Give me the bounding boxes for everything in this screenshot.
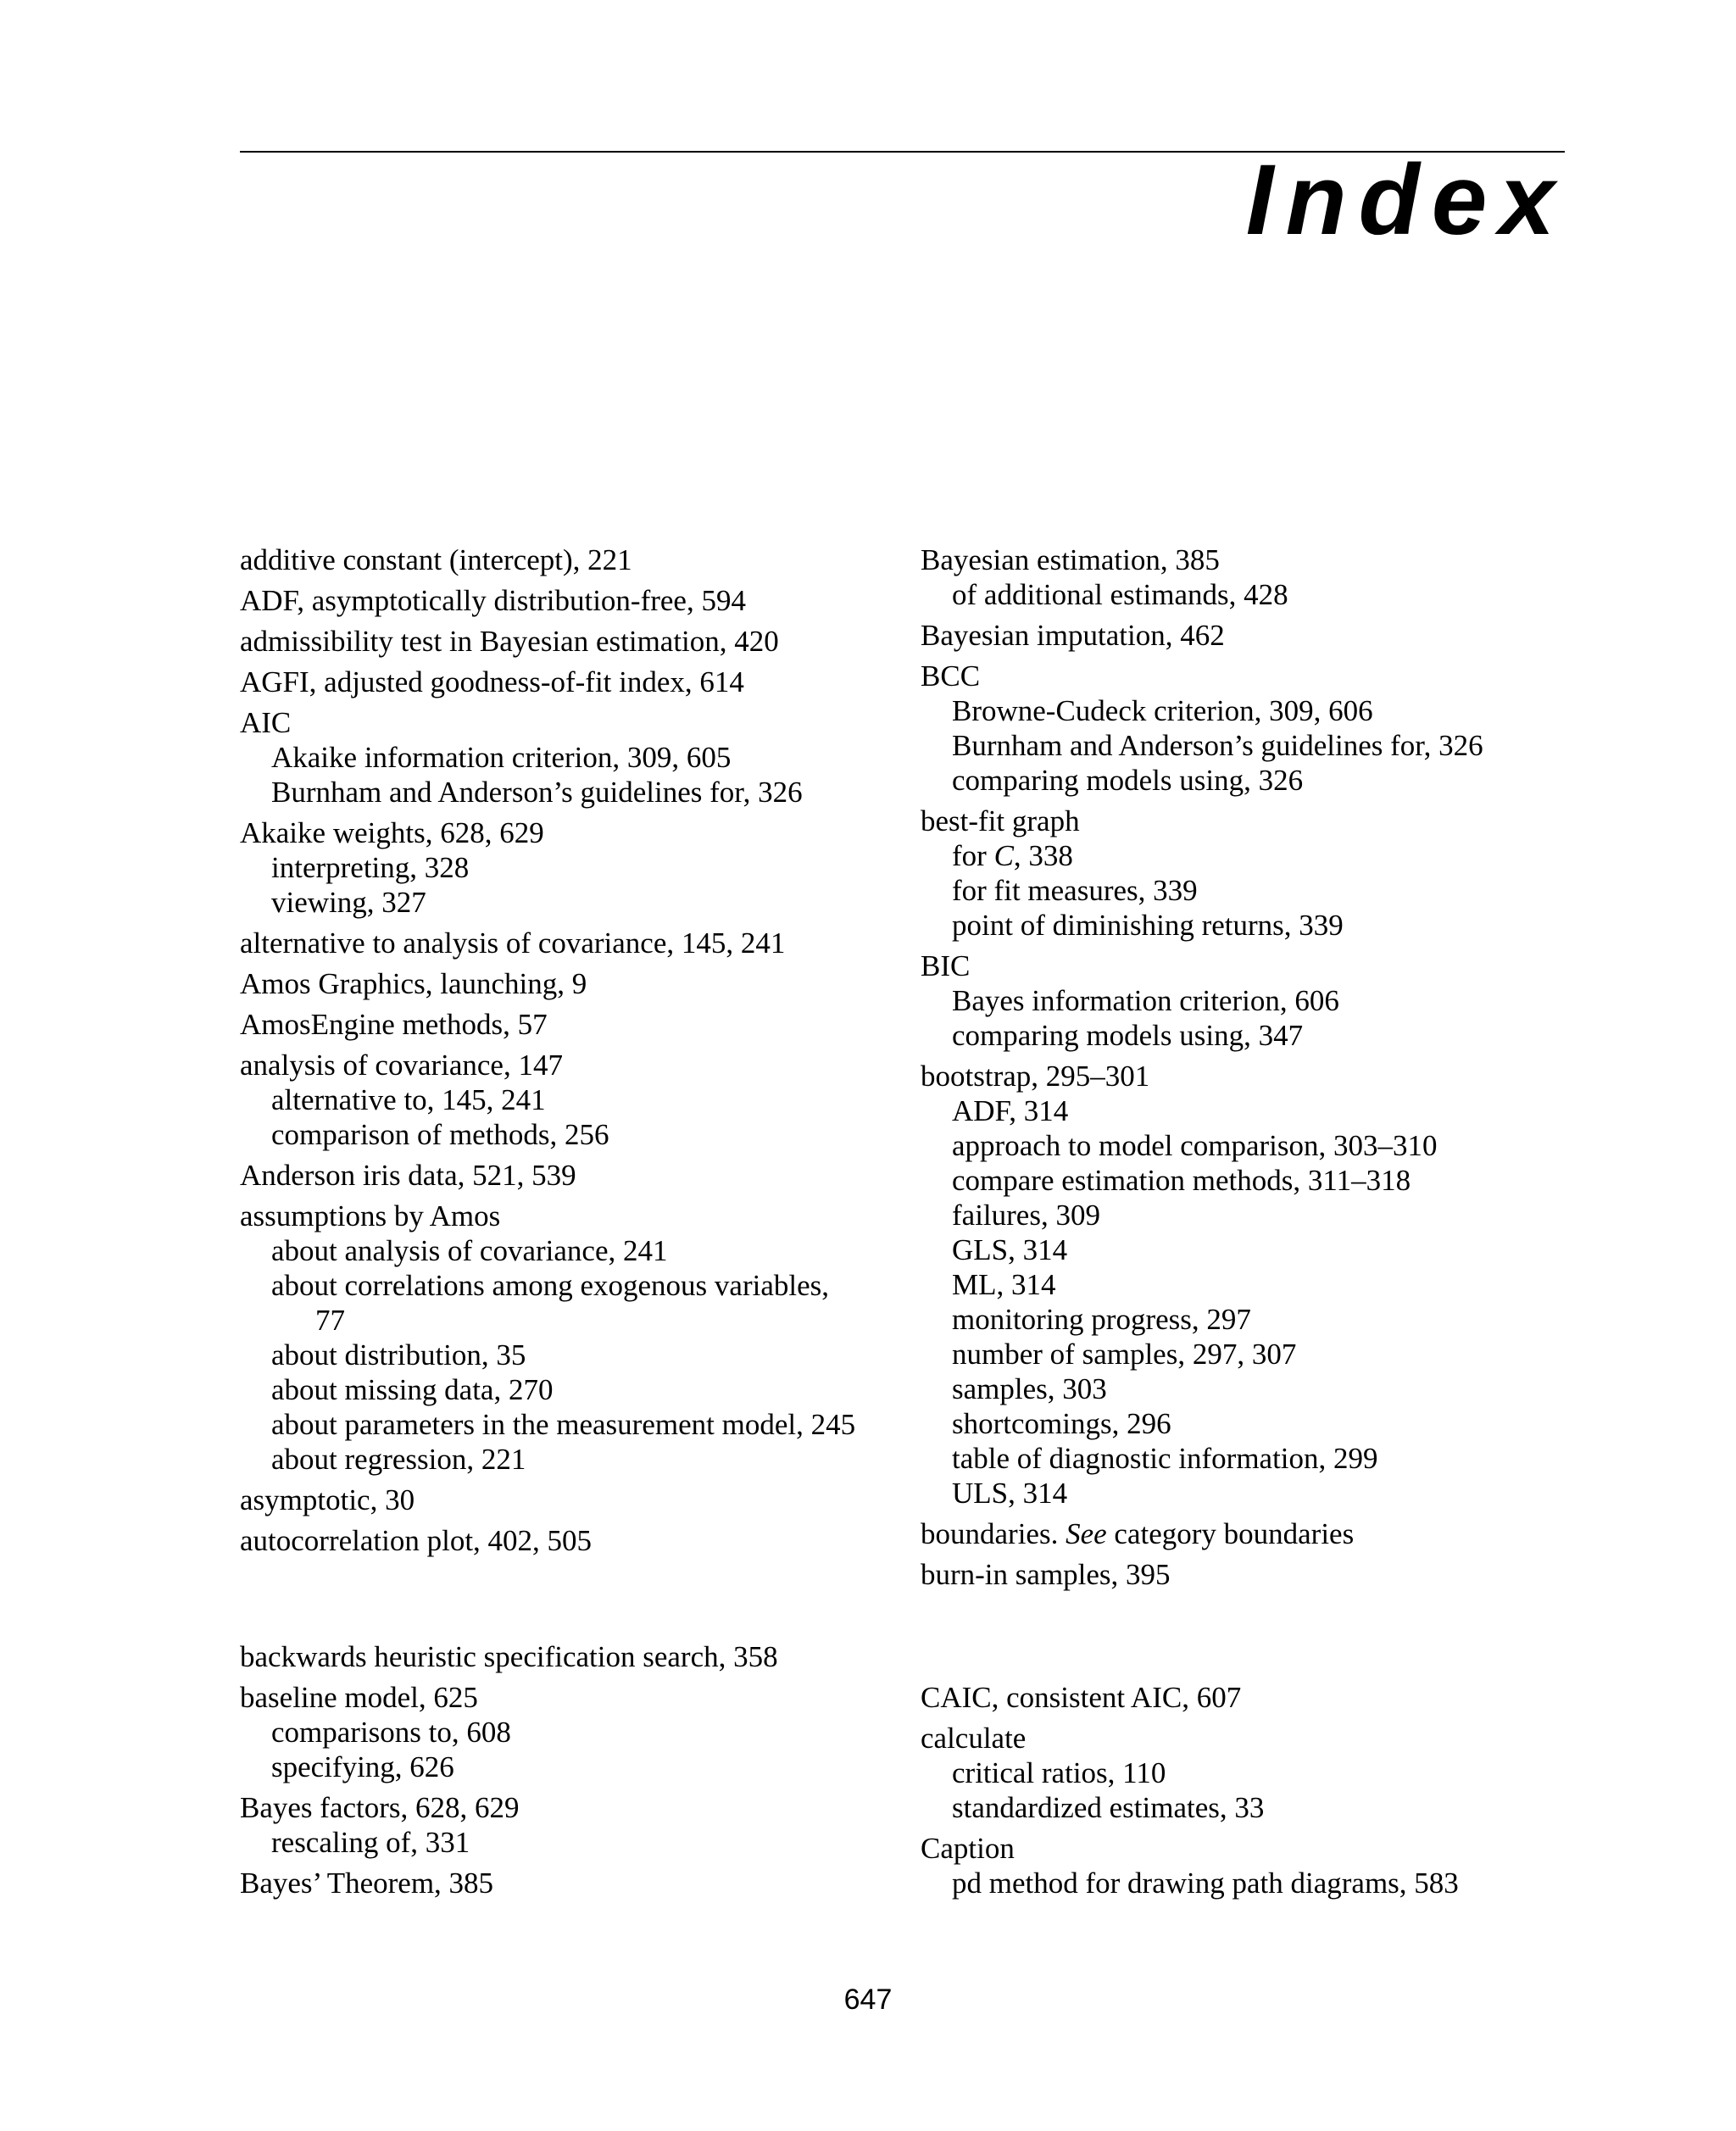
index-subentry <box>952 763 1590 798</box>
index-entry <box>921 659 1590 798</box>
index-subentry <box>952 1163 1590 1198</box>
index-subentry-text: ML, 314 <box>952 1268 1056 1301</box>
index-subentry-text: about parameters in the measurement model, 245 <box>271 1408 856 1441</box>
index-entry <box>921 618 1590 653</box>
index-subentry-text: comparing models using, 326 <box>952 764 1304 797</box>
index-subentry <box>271 740 910 775</box>
index-subentry <box>952 1406 1590 1441</box>
index-subentry <box>952 1232 1590 1267</box>
index-heading: Anderson iris data, 521, 539 <box>240 1159 576 1192</box>
index-entry <box>921 949 1590 1053</box>
index-subentry-text: pd method for drawing path diagrams, 583 <box>952 1867 1459 1900</box>
index-subentry <box>952 1198 1590 1232</box>
index-subentry-text: compare estimation methods, 311–318 <box>952 1164 1411 1197</box>
index-entry <box>921 1721 1590 1825</box>
index-subentry <box>952 908 1590 943</box>
index-subentry <box>271 775 910 810</box>
index-subentry-text: approach to model comparison, 303–310 <box>952 1129 1438 1162</box>
index-entry <box>240 1158 910 1193</box>
index-subentry-text: comparing models using, 347 <box>952 1019 1304 1052</box>
index-heading: BCC <box>921 659 981 693</box>
index-entry <box>240 1523 910 1558</box>
index-subentry-text: ULS, 314 <box>952 1477 1068 1510</box>
index-subentry-text: specifying, 626 <box>271 1750 454 1783</box>
index-subentry <box>952 1302 1590 1337</box>
index-entry <box>240 926 910 960</box>
index-subentry-text: about analysis of covariance, 241 <box>271 1234 668 1267</box>
index-subentry-text: monitoring progress, 297 <box>952 1303 1251 1336</box>
index-subentry <box>952 577 1590 612</box>
index-subentry <box>952 1018 1590 1053</box>
index-subentry-text: for C, 338 <box>952 839 1073 872</box>
index-heading: BIC <box>921 949 971 982</box>
index-entry <box>240 705 910 810</box>
index-subentry <box>271 1750 910 1784</box>
index-entry <box>240 815 910 920</box>
index-entry <box>240 1680 910 1784</box>
index-subentry <box>271 1233 910 1268</box>
index-heading: boundaries. See category boundaries <box>921 1517 1355 1550</box>
index-heading: Bayes’ Theorem, 385 <box>240 1867 494 1900</box>
index-heading: bootstrap, 295–301 <box>921 1060 1150 1093</box>
index-heading: Caption <box>921 1832 1015 1865</box>
index-subentry <box>952 838 1590 873</box>
index-subentry-text: about correlations among exogenous variables, <box>271 1269 829 1302</box>
index-entry <box>921 804 1590 943</box>
index-subentry-text: standardized estimates, 33 <box>952 1791 1265 1824</box>
index-subentry-text: samples, 303 <box>952 1372 1107 1405</box>
index-subentry <box>952 873 1590 908</box>
index-heading: Bayesian estimation, 385 <box>921 543 1220 576</box>
index-entry <box>240 1007 910 1042</box>
index-column-left-a <box>240 542 910 1564</box>
index-subentry <box>952 1372 1590 1406</box>
index-heading: autocorrelation plot, 402, 505 <box>240 1524 593 1557</box>
index-subentry <box>271 1372 910 1407</box>
index-subentry-text: about distribution, 35 <box>271 1338 526 1372</box>
index-subentry-text: viewing, 327 <box>271 886 426 919</box>
index-heading: asymptotic, 30 <box>240 1483 415 1516</box>
index-entry <box>921 1516 1590 1551</box>
index-subentry <box>952 1476 1590 1511</box>
index-subentry <box>271 850 910 885</box>
index-subentry <box>952 983 1590 1018</box>
index-heading: alternative to analysis of covariance, 145, 241 <box>240 926 786 960</box>
index-subentry <box>271 1268 910 1338</box>
index-subentry <box>271 1715 910 1750</box>
page-number: 647 <box>843 1984 893 2016</box>
index-subentry-text: table of diagnostic information, 299 <box>952 1442 1378 1475</box>
page-title: Index <box>1245 144 1566 256</box>
index-subentry-text: about regression, 221 <box>271 1443 526 1476</box>
index-entry <box>921 1831 1590 1900</box>
index-subentry-text: interpreting, 328 <box>271 851 470 884</box>
index-subentry-text: shortcomings, 296 <box>952 1407 1171 1440</box>
index-subentry <box>271 1082 910 1117</box>
index-heading: baseline model, 625 <box>240 1681 478 1714</box>
index-subentry-text: critical ratios, 110 <box>952 1756 1166 1789</box>
index-subentry-text: failures, 309 <box>952 1199 1100 1232</box>
index-subentry-text: rescaling of, 331 <box>271 1826 470 1859</box>
index-subentry <box>952 1755 1590 1790</box>
index-subentry <box>952 1790 1590 1825</box>
index-heading: calculate <box>921 1722 1027 1755</box>
index-subentry-text: comparisons to, 608 <box>271 1716 511 1749</box>
index-subentry <box>952 693 1590 728</box>
index-subentry <box>952 1866 1590 1900</box>
index-subentry-text: ADF, 314 <box>952 1094 1069 1127</box>
index-entry <box>921 1680 1590 1715</box>
index-heading: assumptions by Amos <box>240 1199 501 1232</box>
index-heading: CAIC, consistent AIC, 607 <box>921 1681 1242 1714</box>
index-subentry <box>952 1093 1590 1128</box>
index-heading: best-fit graph <box>921 804 1080 837</box>
index-entry <box>240 1866 910 1900</box>
index-subentry-text: for fit measures, 339 <box>952 874 1198 907</box>
index-entry <box>240 1048 910 1152</box>
index-subentry-text: point of diminishing returns, 339 <box>952 909 1344 942</box>
index-subentry-text: Akaike information criterion, 309, 605 <box>271 741 732 774</box>
index-entry <box>921 1557 1590 1592</box>
index-heading: Akaike weights, 628, 629 <box>240 816 544 849</box>
index-subentry-text: number of samples, 297, 307 <box>952 1338 1297 1371</box>
index-column-right-a <box>921 542 1590 1598</box>
index-subentry <box>952 1337 1590 1372</box>
index-entry <box>240 583 910 618</box>
index-subentry <box>271 885 910 920</box>
index-entry <box>240 1483 910 1517</box>
index-subentry <box>952 728 1590 763</box>
index-subentry <box>271 1442 910 1477</box>
index-subentry-continuation: 77 <box>315 1304 345 1337</box>
index-entry <box>240 1639 910 1674</box>
index-heading: analysis of covariance, 147 <box>240 1049 563 1082</box>
index-subentry-text: Browne-Cudeck criterion, 309, 606 <box>952 694 1373 727</box>
index-heading: burn-in samples, 395 <box>921 1558 1171 1591</box>
index-heading: AGFI, adjusted goodness-of-fit index, 614 <box>240 665 744 698</box>
index-subentry <box>271 1338 910 1372</box>
index-subentry <box>952 1441 1590 1476</box>
index-subentry-text: about missing data, 270 <box>271 1373 554 1406</box>
index-subentry <box>952 1267 1590 1302</box>
index-subentry-text: Bayes information criterion, 606 <box>952 984 1339 1017</box>
index-entry <box>240 1199 910 1477</box>
index-heading: admissibility test in Bayesian estimation, 420 <box>240 625 779 658</box>
index-entry <box>240 966 910 1001</box>
index-entry <box>240 1790 910 1860</box>
index-subentry <box>271 1825 910 1860</box>
index-entry <box>240 624 910 659</box>
index-column-left-b <box>240 1639 910 1906</box>
index-subentry <box>271 1117 910 1152</box>
index-entry <box>921 1059 1590 1511</box>
index-subentry-text: Burnham and Anderson’s guidelines for, 326 <box>271 776 803 809</box>
index-entry <box>240 542 910 577</box>
index-column-right-b <box>921 1680 1590 1906</box>
index-heading: Bayes factors, 628, 629 <box>240 1791 520 1824</box>
index-heading: additive constant (intercept), 221 <box>240 543 632 576</box>
index-subentry <box>271 1407 910 1442</box>
index-subentry-text: GLS, 314 <box>952 1233 1068 1266</box>
index-entry <box>240 665 910 699</box>
index-heading: AIC <box>240 706 292 739</box>
index-heading: AmosEngine methods, 57 <box>240 1008 548 1041</box>
index-heading: Amos Graphics, launching, 9 <box>240 967 587 1000</box>
index-entry <box>921 542 1590 612</box>
index-heading: ADF, asymptotically distribution-free, 594 <box>240 584 746 617</box>
index-subentry-text: comparison of methods, 256 <box>271 1118 609 1151</box>
index-subentry-text: Burnham and Anderson’s guidelines for, 326 <box>952 729 1483 762</box>
index-subentry-text: alternative to, 145, 241 <box>271 1083 546 1116</box>
index-subentry <box>952 1128 1590 1163</box>
index-subentry-text: of additional estimands, 428 <box>952 578 1288 611</box>
index-heading: Bayesian imputation, 462 <box>921 619 1225 652</box>
index-heading: backwards heuristic specification search, 358 <box>240 1640 778 1673</box>
